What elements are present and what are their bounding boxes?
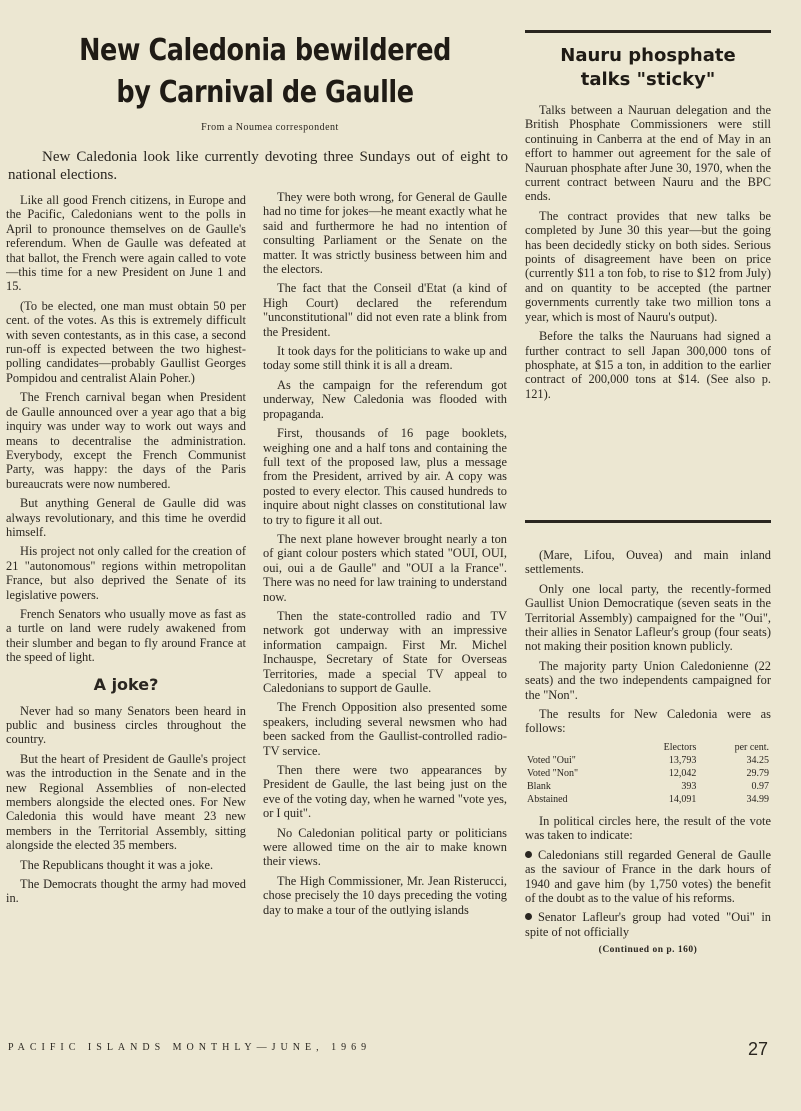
footer-publication: PACIFIC ISLANDS MONTHLY—JUNE, 1969 bbox=[8, 1042, 372, 1053]
paragraph: But anything General de Gaulle did was always revolutionary, and this time he overdid himself. bbox=[6, 496, 246, 539]
paragraph: The High Commissioner, Mr. Jean Risterucci, chose precisely the 10 days preceding the voting day to make a tour of the outlying islands bbox=[263, 873, 507, 917]
results-row bbox=[525, 767, 771, 780]
results-label: Blank bbox=[527, 780, 551, 792]
paragraph: Talks between a Nauruan delegation and the British Phosphate Commissioners were still continuing in Canberra at the end of May in an effort to hammer out agreement for the sale of Nauruan phosphate after June 30, 1970, when the current contract between Nauru and the BPC ends. bbox=[525, 103, 771, 204]
results-value: 34.99 bbox=[746, 793, 769, 805]
results-label: Voted "Non" bbox=[527, 767, 579, 779]
column-1-text bbox=[6, 193, 246, 665]
paragraph: But the heart of President de Gaulle's project was the introduction in the Senate and in the new Regional Assemblies of non-elected members alongside the elected ones. For New Caledonia this would have meant 23 new members in the Territorial Assembly, sitting alongside the elected 35 members. bbox=[6, 751, 246, 853]
results-value: 0.97 bbox=[751, 780, 769, 792]
results-value: 13,793 bbox=[668, 754, 697, 766]
paragraph: (To be elected, one man must obtain 50 per cent. of the votes. As this is extremely difficult with seven contestants, as in this case, a second run-off is expected between the two highest-polling candidates—probably Gaullist Georges Pompidou and centralist Alain Poher.) bbox=[6, 298, 246, 385]
column-3 bbox=[525, 548, 771, 1029]
paragraph: French Senators who usually move as fast as a turtle on land were rudely awakened from their slumber and began to fly around France at the speed of light. bbox=[6, 606, 246, 665]
bullet-item bbox=[525, 910, 771, 939]
paragraph: The contract provides that new talks be completed by June 30 this year—but the going has been decidedly sticky on both sides. Serious points of disagreement have been on price (currently $11 a ton fob, to rise to $12 from July) and on quantity to be accepted (the partner governments currently take two million tons a year, which is most of Nauru's output). bbox=[525, 208, 771, 324]
paragraph: No Caledonian political party or politicians were allowed time on the air to make known their views. bbox=[263, 825, 507, 869]
column-2-text bbox=[263, 190, 507, 917]
results-row bbox=[525, 780, 771, 793]
column-3-text bbox=[525, 548, 771, 736]
headline-line-2: by Carnival de Gaulle bbox=[116, 75, 414, 110]
bullet-dot-icon bbox=[525, 851, 532, 858]
paragraph: First, thousands of 16 page booklets, weighing one and a half tons and containing the full text of the proposed law, plus a message from the President, arrived by air. A copy was posted to every elector. This caused hundreds to inquire about night classes on constitutional law to try to figure it all out. bbox=[263, 426, 507, 527]
continued-note: (Continued on p. 160) bbox=[598, 945, 698, 956]
paragraph: The Republicans thought it was a joke. bbox=[20, 857, 214, 872]
side-headline-line-1: Nauru phosphate bbox=[560, 45, 736, 66]
column-1-text-continued bbox=[6, 704, 246, 906]
bullet-text: Senator Lafleur's group had voted "Oui" in spite of not officially bbox=[525, 910, 771, 939]
results-value: 12,042 bbox=[668, 767, 697, 779]
paragraph: They were both wrong, for General de Gaulle had no time for jokes—he meant exactly what he said and furthermore he had no intention of consulting Parliament or the Senate on the matter. It was strictly business between him and the electors. bbox=[263, 190, 507, 277]
results-row bbox=[525, 754, 771, 767]
bullet-item bbox=[525, 848, 771, 906]
results-label: Voted "Oui" bbox=[527, 754, 576, 766]
results-value: 393 bbox=[681, 780, 697, 792]
column-3-text-continued bbox=[525, 814, 771, 843]
side-bottom-rule bbox=[525, 520, 771, 523]
lead-paragraph: New Caledonia look like currently devoting three Sundays out of eight to national elections. bbox=[8, 149, 508, 183]
paragraph: As the campaign for the referendum got underway, New Caledonia was flooded with propaganda. bbox=[263, 377, 507, 421]
results-header bbox=[525, 741, 629, 754]
byline: From a Noumea correspondent bbox=[201, 122, 339, 133]
paragraph: His project not only called for the creation of 21 "autonomous" regions within metropolitan France, but also deprived the Senate of its legislative powers. bbox=[6, 544, 246, 602]
bullet-dot-icon bbox=[525, 913, 532, 920]
paragraph: The fact that the Conseil d'Etat (a kind of High Court) declared the referendum "unconstitutional" did not even rate a blink from the President. bbox=[263, 281, 507, 339]
results-header-row bbox=[525, 741, 771, 754]
paragraph: It took days for the politicians to wake up and today some still think it is all a dream. bbox=[263, 344, 507, 373]
subhead-a-joke: A joke? bbox=[93, 674, 159, 694]
paragraph: The majority party Union Caledonienne (22 seats) and the two independents campaigned for the "Non". bbox=[525, 658, 771, 702]
paragraph: Then there were two appearances by President de Gaulle, the last being just on the eve of the voting day, when he warned "vote yes, or I quit". bbox=[263, 763, 507, 821]
side-story-text bbox=[525, 103, 771, 401]
column-1 bbox=[6, 193, 246, 1029]
results-table bbox=[525, 741, 771, 806]
column-2 bbox=[263, 190, 507, 1029]
results-header: Electors bbox=[663, 741, 697, 753]
paragraph: Like all good French citizens, in Europe and the Pacific, Caledonians went to the polls in April to pronounce themselves on de Gaulle's referendum. When de Gaulle was defeated at that ballot, the French were again called to vote—this time for a new President on June 1 and 15. bbox=[6, 193, 246, 294]
bullet-list bbox=[525, 848, 771, 939]
paragraph: The next plane however brought nearly a ton of giant colour posters which stated "OUI, OUI, oui, oui a de Gaulle" and "OUI a la France". There was no need for law training to understand now. bbox=[263, 531, 507, 604]
results-row bbox=[525, 793, 771, 806]
results-value: 34.25 bbox=[746, 754, 769, 766]
paragraph: The French Opposition also presented some speakers, including several newsmen who had been sacked from the Gaullist-controlled radio-TV service. bbox=[263, 700, 507, 758]
results-value: 29.79 bbox=[746, 767, 769, 779]
side-story bbox=[525, 103, 771, 515]
paragraph: The results for New Caledonia were as follows: bbox=[525, 707, 771, 736]
page-number: 27 bbox=[748, 1039, 769, 1059]
results-value: 14,091 bbox=[668, 793, 697, 805]
bullet-text: Caledonians still regarded General de Gaulle as the saviour of France in the dark hours of 1940 and gave him (by 1,750 votes) the benefit of the doubt as to the value of his reforms. bbox=[525, 847, 771, 905]
main-headline bbox=[30, 30, 500, 114]
side-headline bbox=[525, 44, 771, 92]
results-header: per cent. bbox=[734, 741, 769, 753]
results-label: Abstained bbox=[527, 793, 568, 805]
side-headline-line-2: talks "sticky" bbox=[580, 69, 716, 90]
paragraph: Never had so many Senators been heard in public and business circles throughout the country. bbox=[6, 703, 246, 747]
side-top-rule bbox=[525, 30, 771, 33]
paragraph: Only one local party, the recently-formed Gaullist Union Democratique (seven seats in the Territorial Assembly) campaigned for the "Oui", their allies in Senator Lafleur's group (four seats) not making their position known publicly. bbox=[525, 581, 771, 654]
paragraph: In political circles here, the result of the vote was taken to indicate: bbox=[525, 813, 771, 843]
paragraph: The Democrats thought the army had moved in. bbox=[6, 877, 246, 906]
paragraph: (Mare, Lifou, Ouvea) and main inland settlements. bbox=[525, 548, 771, 577]
paragraph: Then the state-controlled radio and TV network got underway with an impressive information campaign. First Mr. Michel Inchauspe, Secretary of State for Overseas Territories, made a special TV appeal to Caledonians to support de Gaulle. bbox=[263, 608, 507, 695]
paragraph: The French carnival began when President de Gaulle announced over a year ago that a big inquiry was under way to work out ways and means to decentralise the administration. Everybody, except the French Communist Party, was happy: the days of the Paris bureaucrats were now numbered. bbox=[6, 390, 246, 491]
paragraph: Before the talks the Nauruans had signed a further contract to sell Japan 300,000 tons of phosphate, at $15 a ton, in addition to the earlier contract of 200,000 tons at $14. (See also p. 121). bbox=[525, 329, 771, 401]
headline-line-1: New Caledonia bewildered bbox=[79, 33, 451, 68]
